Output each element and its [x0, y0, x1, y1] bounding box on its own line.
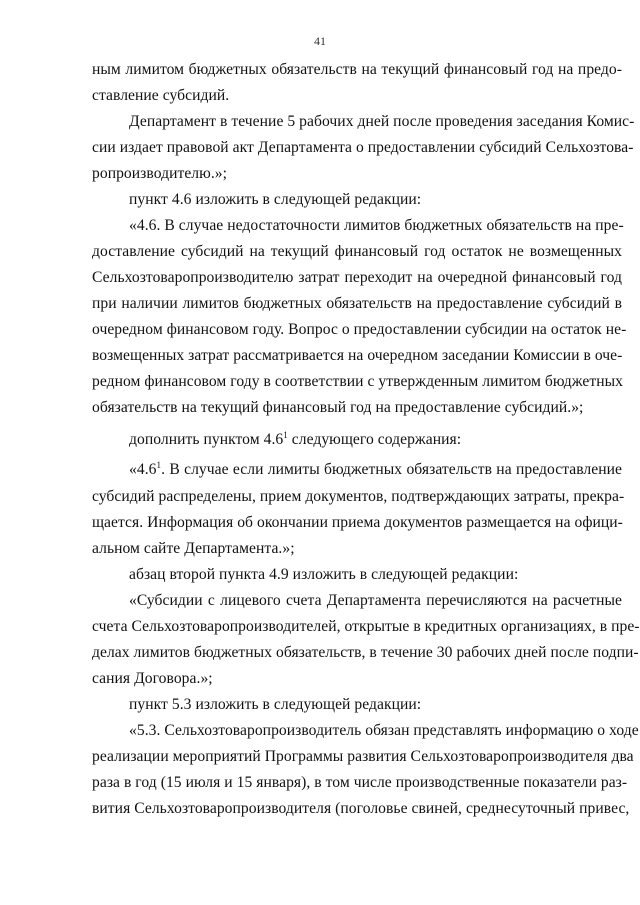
- text-line: ропроизводителю.»;: [92, 165, 228, 182]
- text-line: «Субсидии с лицевого счета Департамента перечисляются на расчетные: [129, 592, 622, 609]
- text-line: сания Договора.»;: [92, 670, 213, 687]
- text-line: сии издает правовой акт Департамента о предоставлении субсидий Сельхозтова-: [92, 139, 634, 156]
- text-line: доставление субсидий на текущий финансовый год остаток не возмещенных: [92, 243, 622, 260]
- text-line: абзац второй пункта 4.9 изложить в следующей редакции:: [129, 566, 519, 583]
- text-fragment: дополнить пунктом 4.6: [129, 431, 284, 448]
- text-line: реализации мероприятий Программы развития Сельхозтоваропроизводителя два: [92, 748, 634, 765]
- text-line: пункт 5.3 изложить в следующей редакции:: [129, 696, 422, 713]
- text-line: вития Сельхозтоваропроизводителя (поголовье свиней, среднесуточный привес,: [92, 800, 630, 817]
- text-line-with-superscript: [129, 428, 622, 452]
- text-line: раза в год (15 июля и 15 января), в том числе производственные показатели раз-: [92, 774, 628, 791]
- text-line: счета Сельхозтоваропроизводителей, открытые в кредитных организациях, в пре-: [92, 618, 640, 635]
- superscript: 1: [283, 429, 288, 440]
- text-line: альном сайте Департамента.»;: [92, 540, 295, 557]
- text-line: субсидий распределены, прием документов, подтверждающих затраты, прекра-: [92, 488, 625, 505]
- text-line: Департамент в течение 5 рабочих дней после проведения заседания Комис-: [129, 113, 635, 130]
- text-line: при наличии лимитов бюджетных обязательств на предоставление субсидий в: [92, 295, 622, 312]
- text-fragment: . В случае если лимиты бюджетных обязательств на предоставление: [161, 461, 622, 478]
- text-line: «4.6. В случае недостаточности лимитов бюджетных обязательств на пре-: [129, 217, 624, 234]
- page-number: 41: [314, 34, 326, 48]
- text-line: пункт 4.6 изложить в следующей редакции:: [129, 191, 422, 208]
- text-fragment: «4.6: [129, 461, 157, 478]
- text-line: обязательств на текущий финансовый год на предоставление субсидий.»;: [92, 399, 584, 416]
- text-line: щается. Информация об окончании приема документов размещается на офици-: [92, 514, 623, 531]
- text-fragment: следующего содержания:: [287, 431, 462, 448]
- text-line: Сельхозтоваропроизводителю затрат переходит на очередной финансовый год: [92, 269, 622, 286]
- text-line: «5.3. Сельхозтоваропроизводитель обязан представлять информацию о ходе: [129, 722, 639, 739]
- text-line: редном финансовом году в соответствии с утвержденным лимитом бюджетных: [92, 373, 623, 390]
- text-line: ставление субсидий.: [92, 87, 230, 104]
- text-line: ным лимитом бюджетных обязательств на текущий финансовый год на предо-: [92, 61, 622, 78]
- text-line: делах лимитов бюджетных обязательств, в течение 30 рабочих дней после подпи-: [92, 644, 639, 661]
- superscript: 1: [156, 459, 162, 470]
- text-line: возмещенных затрат рассматривается на очередном заседании Комиссии в оче-: [92, 347, 623, 364]
- text-line: очередном финансовом году. Вопрос о предоставлении субсидии на остаток не-: [92, 321, 627, 338]
- text-line-with-superscript: [129, 458, 622, 482]
